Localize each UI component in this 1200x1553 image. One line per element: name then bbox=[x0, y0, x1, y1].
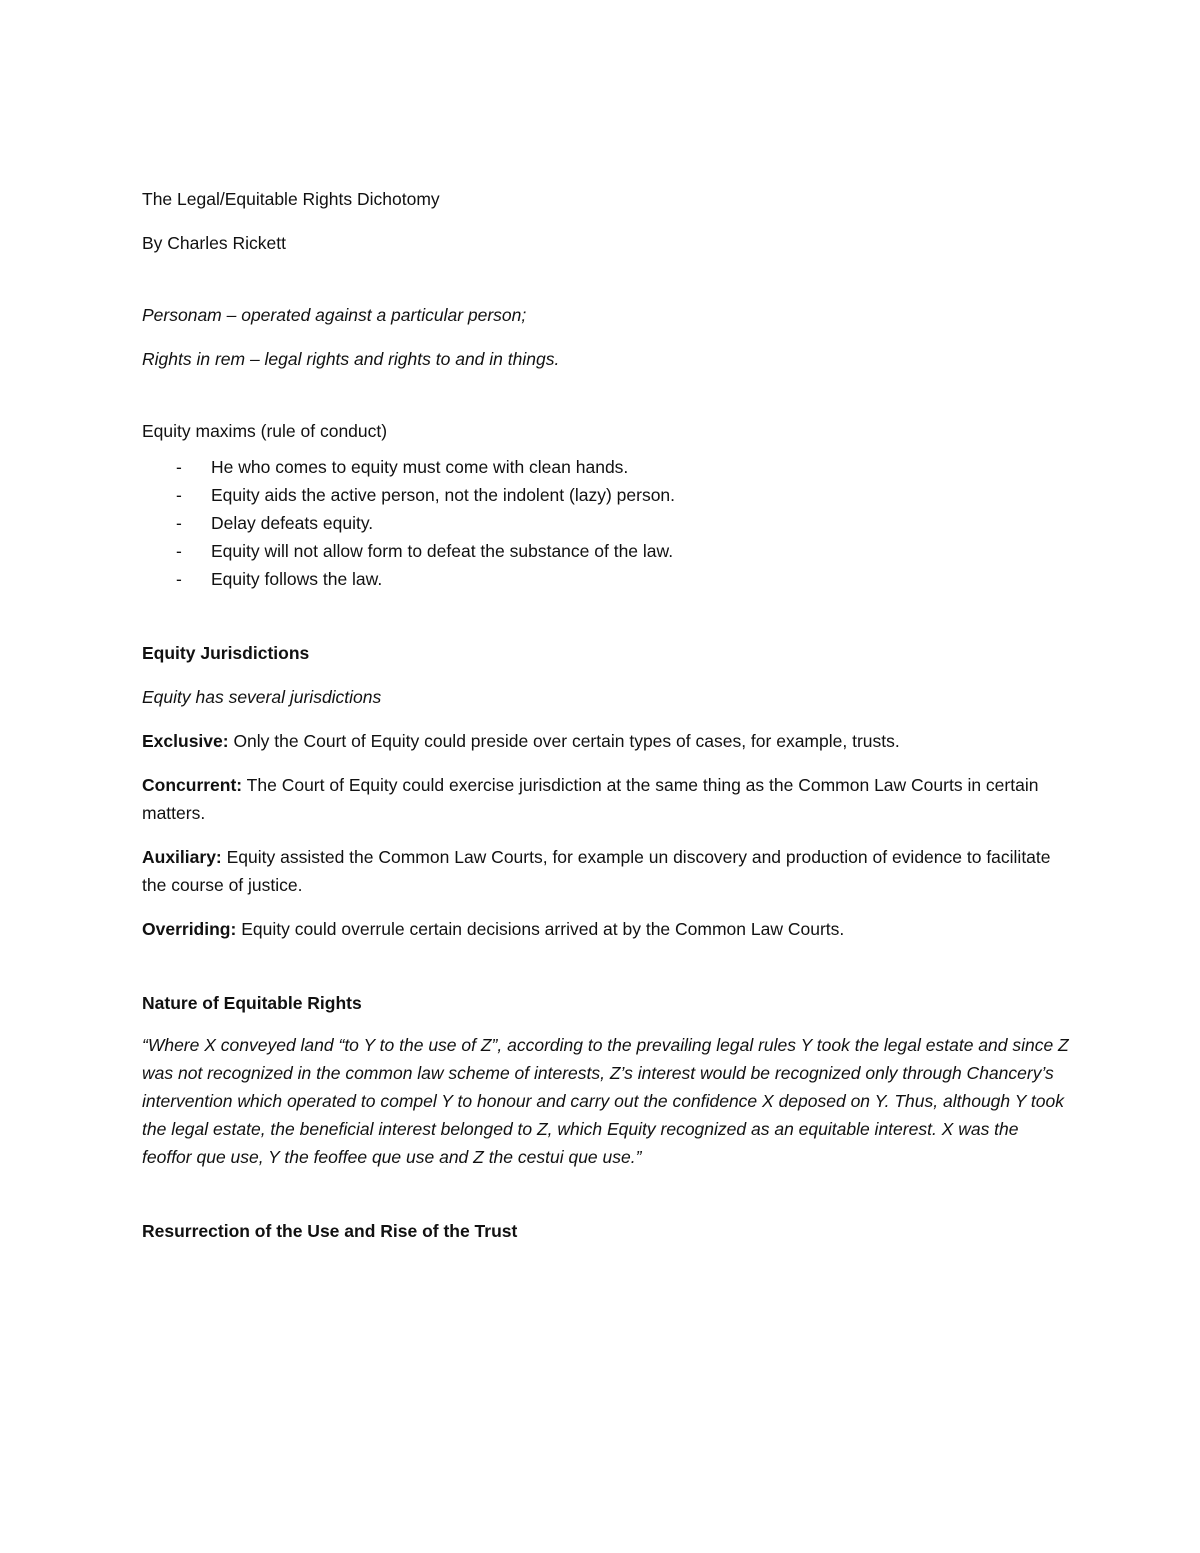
spacer bbox=[142, 1171, 1072, 1217]
bullet-dash: - bbox=[176, 541, 182, 561]
jurisdiction-exclusive bbox=[142, 727, 1072, 755]
nature-heading: Nature of Equitable Rights bbox=[142, 993, 362, 1013]
list-item bbox=[142, 537, 1072, 565]
jurisdiction-text: Equity assisted the Common Law Courts, for example un discovery and production of evidence to facilitate the course of justice. bbox=[142, 847, 1051, 895]
resurrection-heading: Resurrection of the Use and Rise of the Trust bbox=[142, 1221, 518, 1241]
maxim-text: Equity aids the active person, not the indolent (lazy) person. bbox=[211, 485, 676, 505]
jurisdiction-text: The Court of Equity could exercise jurisdiction at the same thing as the Common Law Courts in certain matters. bbox=[142, 775, 1039, 823]
jurisdictions-heading: Equity Jurisdictions bbox=[142, 643, 310, 663]
maxim-text: Equity follows the law. bbox=[211, 569, 383, 589]
jurisdiction-overriding bbox=[142, 915, 1072, 943]
jurisdiction-concurrent bbox=[142, 771, 1072, 827]
jurisdictions-subheading: Equity has several jurisdictions bbox=[142, 687, 382, 707]
spacer bbox=[142, 257, 1072, 301]
definition-personam: Personam – operated against a particular person; bbox=[142, 305, 527, 325]
jurisdiction-term: Auxiliary: bbox=[142, 847, 222, 867]
document-title: The Legal/Equitable Rights Dichotomy bbox=[142, 189, 440, 209]
spacer bbox=[142, 593, 1072, 639]
jurisdiction-term: Exclusive: bbox=[142, 731, 229, 751]
bullet-dash: - bbox=[176, 457, 182, 477]
definition-rights-in-rem: Rights in rem – legal rights and rights to and in things. bbox=[142, 349, 560, 369]
jurisdiction-text: Equity could overrule certain decisions arrived at by the Common Law Courts. bbox=[236, 919, 845, 939]
jurisdiction-auxiliary bbox=[142, 843, 1072, 899]
bullet-dash: - bbox=[176, 569, 182, 589]
spacer bbox=[142, 373, 1072, 417]
maxims-list bbox=[142, 453, 1072, 593]
maxims-heading: Equity maxims (rule of conduct) bbox=[142, 421, 388, 441]
document-body bbox=[142, 185, 1072, 1245]
jurisdiction-term: Concurrent: bbox=[142, 775, 243, 795]
list-item bbox=[142, 509, 1072, 537]
list-item bbox=[142, 481, 1072, 509]
bullet-dash: - bbox=[176, 485, 182, 505]
list-item bbox=[142, 453, 1072, 481]
bullet-dash: - bbox=[176, 513, 182, 533]
jurisdiction-term: Overriding: bbox=[142, 919, 237, 939]
maxim-text: Delay defeats equity. bbox=[211, 513, 374, 533]
nature-quote: “Where X conveyed land “to Y to the use of Z”, according to the prevailing legal rules Y took the legal estate and since Z was not recognized in the common law scheme of interests, Z’s interest would be recognized only through Chancery’s intervention which operated to compel Y to honour and carry out the confidence X deposed on Y. Thus, although Y took the legal estate, the beneficial interest belonged to Z, which Equity recognized as an equitable interest. X was the feoffor que use, Y the feoffee que use and Z the cestui que use.” bbox=[142, 1035, 1069, 1167]
jurisdiction-text: Only the Court of Equity could preside over certain types of cases, for example, trusts. bbox=[228, 731, 900, 751]
list-item bbox=[142, 565, 1072, 593]
spacer bbox=[142, 943, 1072, 989]
maxim-text: Equity will not allow form to defeat the substance of the law. bbox=[211, 541, 674, 561]
maxim-text: He who comes to equity must come with clean hands. bbox=[211, 457, 629, 477]
document-author: By Charles Rickett bbox=[142, 233, 286, 253]
